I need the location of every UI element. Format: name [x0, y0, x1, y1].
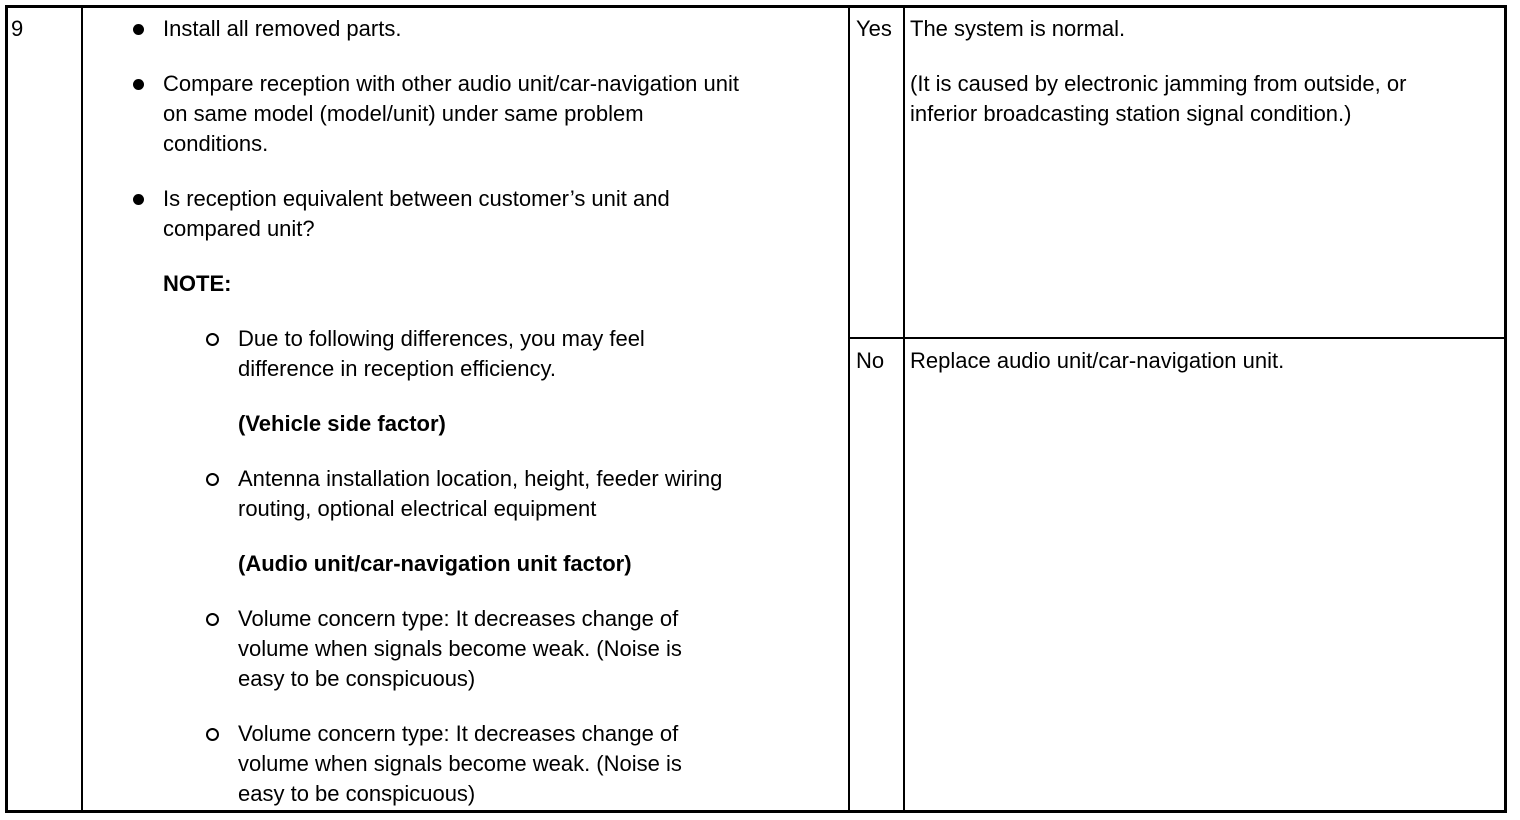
yes-label: Yes: [856, 16, 892, 41]
bullet-icon: [133, 194, 144, 205]
column-divider-step: [81, 8, 83, 813]
yes-result-detail: (It is caused by electronic jamming from outside, or inferior broadcasting station signal condition.): [910, 71, 1407, 126]
yes-result-text: The system is normal.: [910, 16, 1126, 41]
audio-factor-item: Volume concern type: It decreases change of volume when signals become weak. (Noise is easy to be conspicuous): [238, 721, 682, 806]
inspection-item-compare: Compare reception with other audio unit/car-navigation unit on same model (model/unit) under same problem conditions.: [163, 71, 739, 156]
inspection-item-question: Is reception equivalent between customer’s unit and compared unit?: [163, 186, 670, 241]
column-divider-inspection: [848, 8, 850, 813]
column-divider-result: [903, 8, 905, 813]
inspection-item-install: Install all removed parts.: [163, 16, 402, 41]
audio-factor-title: (Audio unit/car-navigation unit factor): [238, 551, 632, 576]
step-number: 9: [11, 16, 24, 41]
circle-bullet-icon: [206, 613, 219, 626]
row-divider-yes-no: [849, 337, 1505, 339]
circle-bullet-icon: [206, 728, 219, 741]
bullet-icon: [133, 24, 144, 35]
audio-factor-item: Volume concern type: It decreases change of volume when signals become weak. (Noise is easy to be conspicuous): [238, 606, 682, 691]
no-label: No: [856, 348, 885, 373]
circle-bullet-icon: [206, 333, 219, 346]
bullet-icon: [133, 79, 144, 90]
no-result-text: Replace audio unit/car-navigation unit.: [910, 348, 1285, 373]
note-intro: Due to following differences, you may feel difference in reception efficiency.: [238, 326, 645, 381]
note-label: NOTE:: [163, 271, 232, 296]
vehicle-factor-title: (Vehicle side factor): [238, 411, 446, 436]
vehicle-factor-item: Antenna installation location, height, feeder wiring routing, optional electrical equipment: [238, 466, 723, 521]
circle-bullet-icon: [206, 473, 219, 486]
